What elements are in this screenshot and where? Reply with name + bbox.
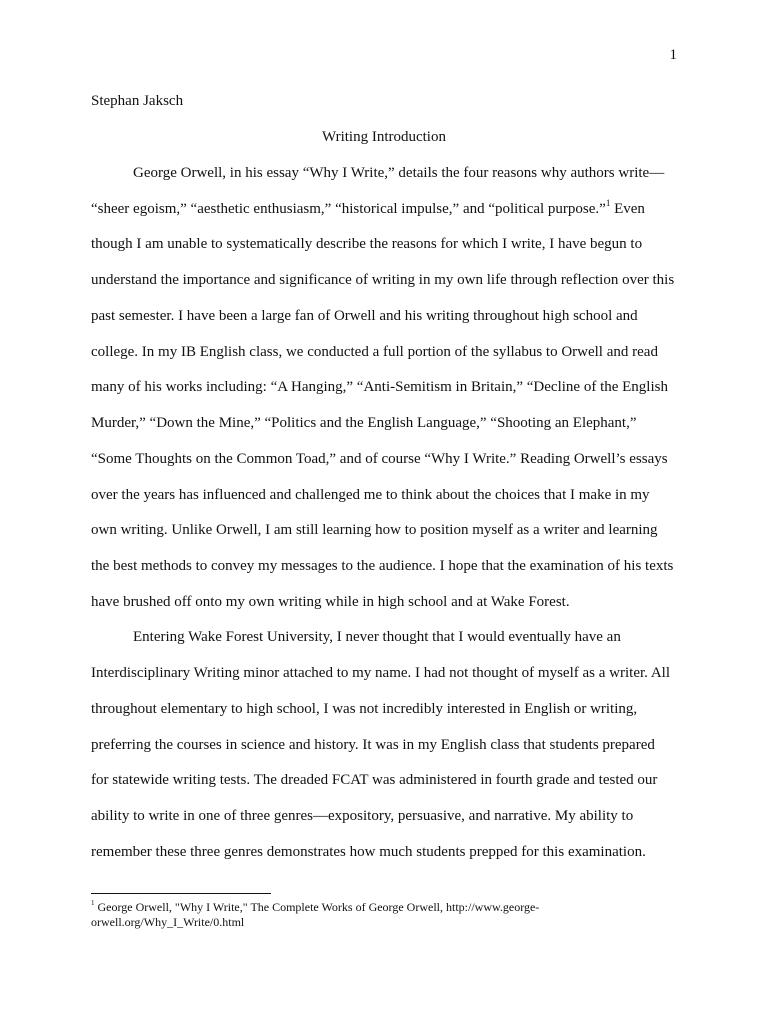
footnote-marker: 1	[91, 899, 95, 907]
body-line: preferring the courses in science and history. It was in my English class that students prepared	[91, 737, 655, 753]
body-line: Entering Wake Forest University, I never thought that I would eventually have an	[133, 629, 621, 645]
body-line: over the years has influenced and challenged me to think about the choices that I make in my	[91, 487, 650, 503]
page-number: 1	[669, 47, 677, 63]
body-line: “Some Thoughts on the Common Toad,” and of course “Why I Write.” Reading Orwell’s essays	[91, 451, 668, 467]
body-line: though I am unable to systematically describe the reasons for which I write, I have begun to	[91, 236, 643, 252]
document-title: Writing Introduction	[322, 129, 446, 145]
body-line: ability to write in one of three genres—expository, persuasive, and narrative. My ability to	[91, 808, 634, 824]
footnote-separator	[91, 893, 271, 894]
footnote-reference[interactable]: 1	[605, 198, 611, 208]
body-line: Murder,” “Down the Mine,” “Politics and the English Language,” “Shooting an Elephant,”	[91, 415, 637, 431]
body-line: have brushed off onto my own writing while in high school and at Wake Forest.	[91, 594, 570, 610]
body-line: for statewide writing tests. The dreaded FCAT was administered in fourth grade and tested our	[91, 772, 658, 788]
body-line: the best methods to convey my messages to the audience. I hope that the examination of his texts	[91, 558, 674, 574]
body-line: George Orwell, in his essay “Why I Write,” details the four reasons why authors write—	[133, 165, 665, 181]
footnote	[91, 900, 561, 930]
footnote-line	[91, 900, 561, 915]
body-line: many of his works including: “A Hanging,” “Anti-Semitism in Britain,” “Decline of the English	[91, 379, 668, 395]
body-line: past semester. I have been a large fan of Orwell and his writing throughout high school and	[91, 308, 638, 324]
body-line: throughout elementary to high school, I was not incredibly interested in English or writing,	[91, 701, 638, 717]
footnote-url[interactable]: orwell.org/Why_I_Write/0.html	[91, 915, 245, 929]
footnote-text: George Orwell, "Why I Write," The Complete Works of George Orwell, http://www.george-	[94, 900, 540, 914]
body-line	[91, 200, 645, 218]
author-name: Stephan Jaksch	[91, 93, 184, 109]
body-line-text: “sheer egoism,” “aesthetic enthusiasm,” “historical impulse,” and “political purpose.”	[91, 201, 606, 217]
body-line-continuation: Even	[610, 201, 645, 217]
body-line: remember these three genres demonstrates how much students prepped for this examination.	[91, 844, 646, 860]
body-line: Interdisciplinary Writing minor attached to my name. I had not thought of myself as a writer. All	[91, 665, 670, 681]
body-line: understand the importance and significance of writing in my own life through reflection over this	[91, 272, 675, 288]
body-line: own writing. Unlike Orwell, I am still learning how to position myself as a writer and learning	[91, 522, 658, 538]
body-line: college. In my IB English class, we conducted a full portion of the syllabus to Orwell and read	[91, 344, 658, 360]
